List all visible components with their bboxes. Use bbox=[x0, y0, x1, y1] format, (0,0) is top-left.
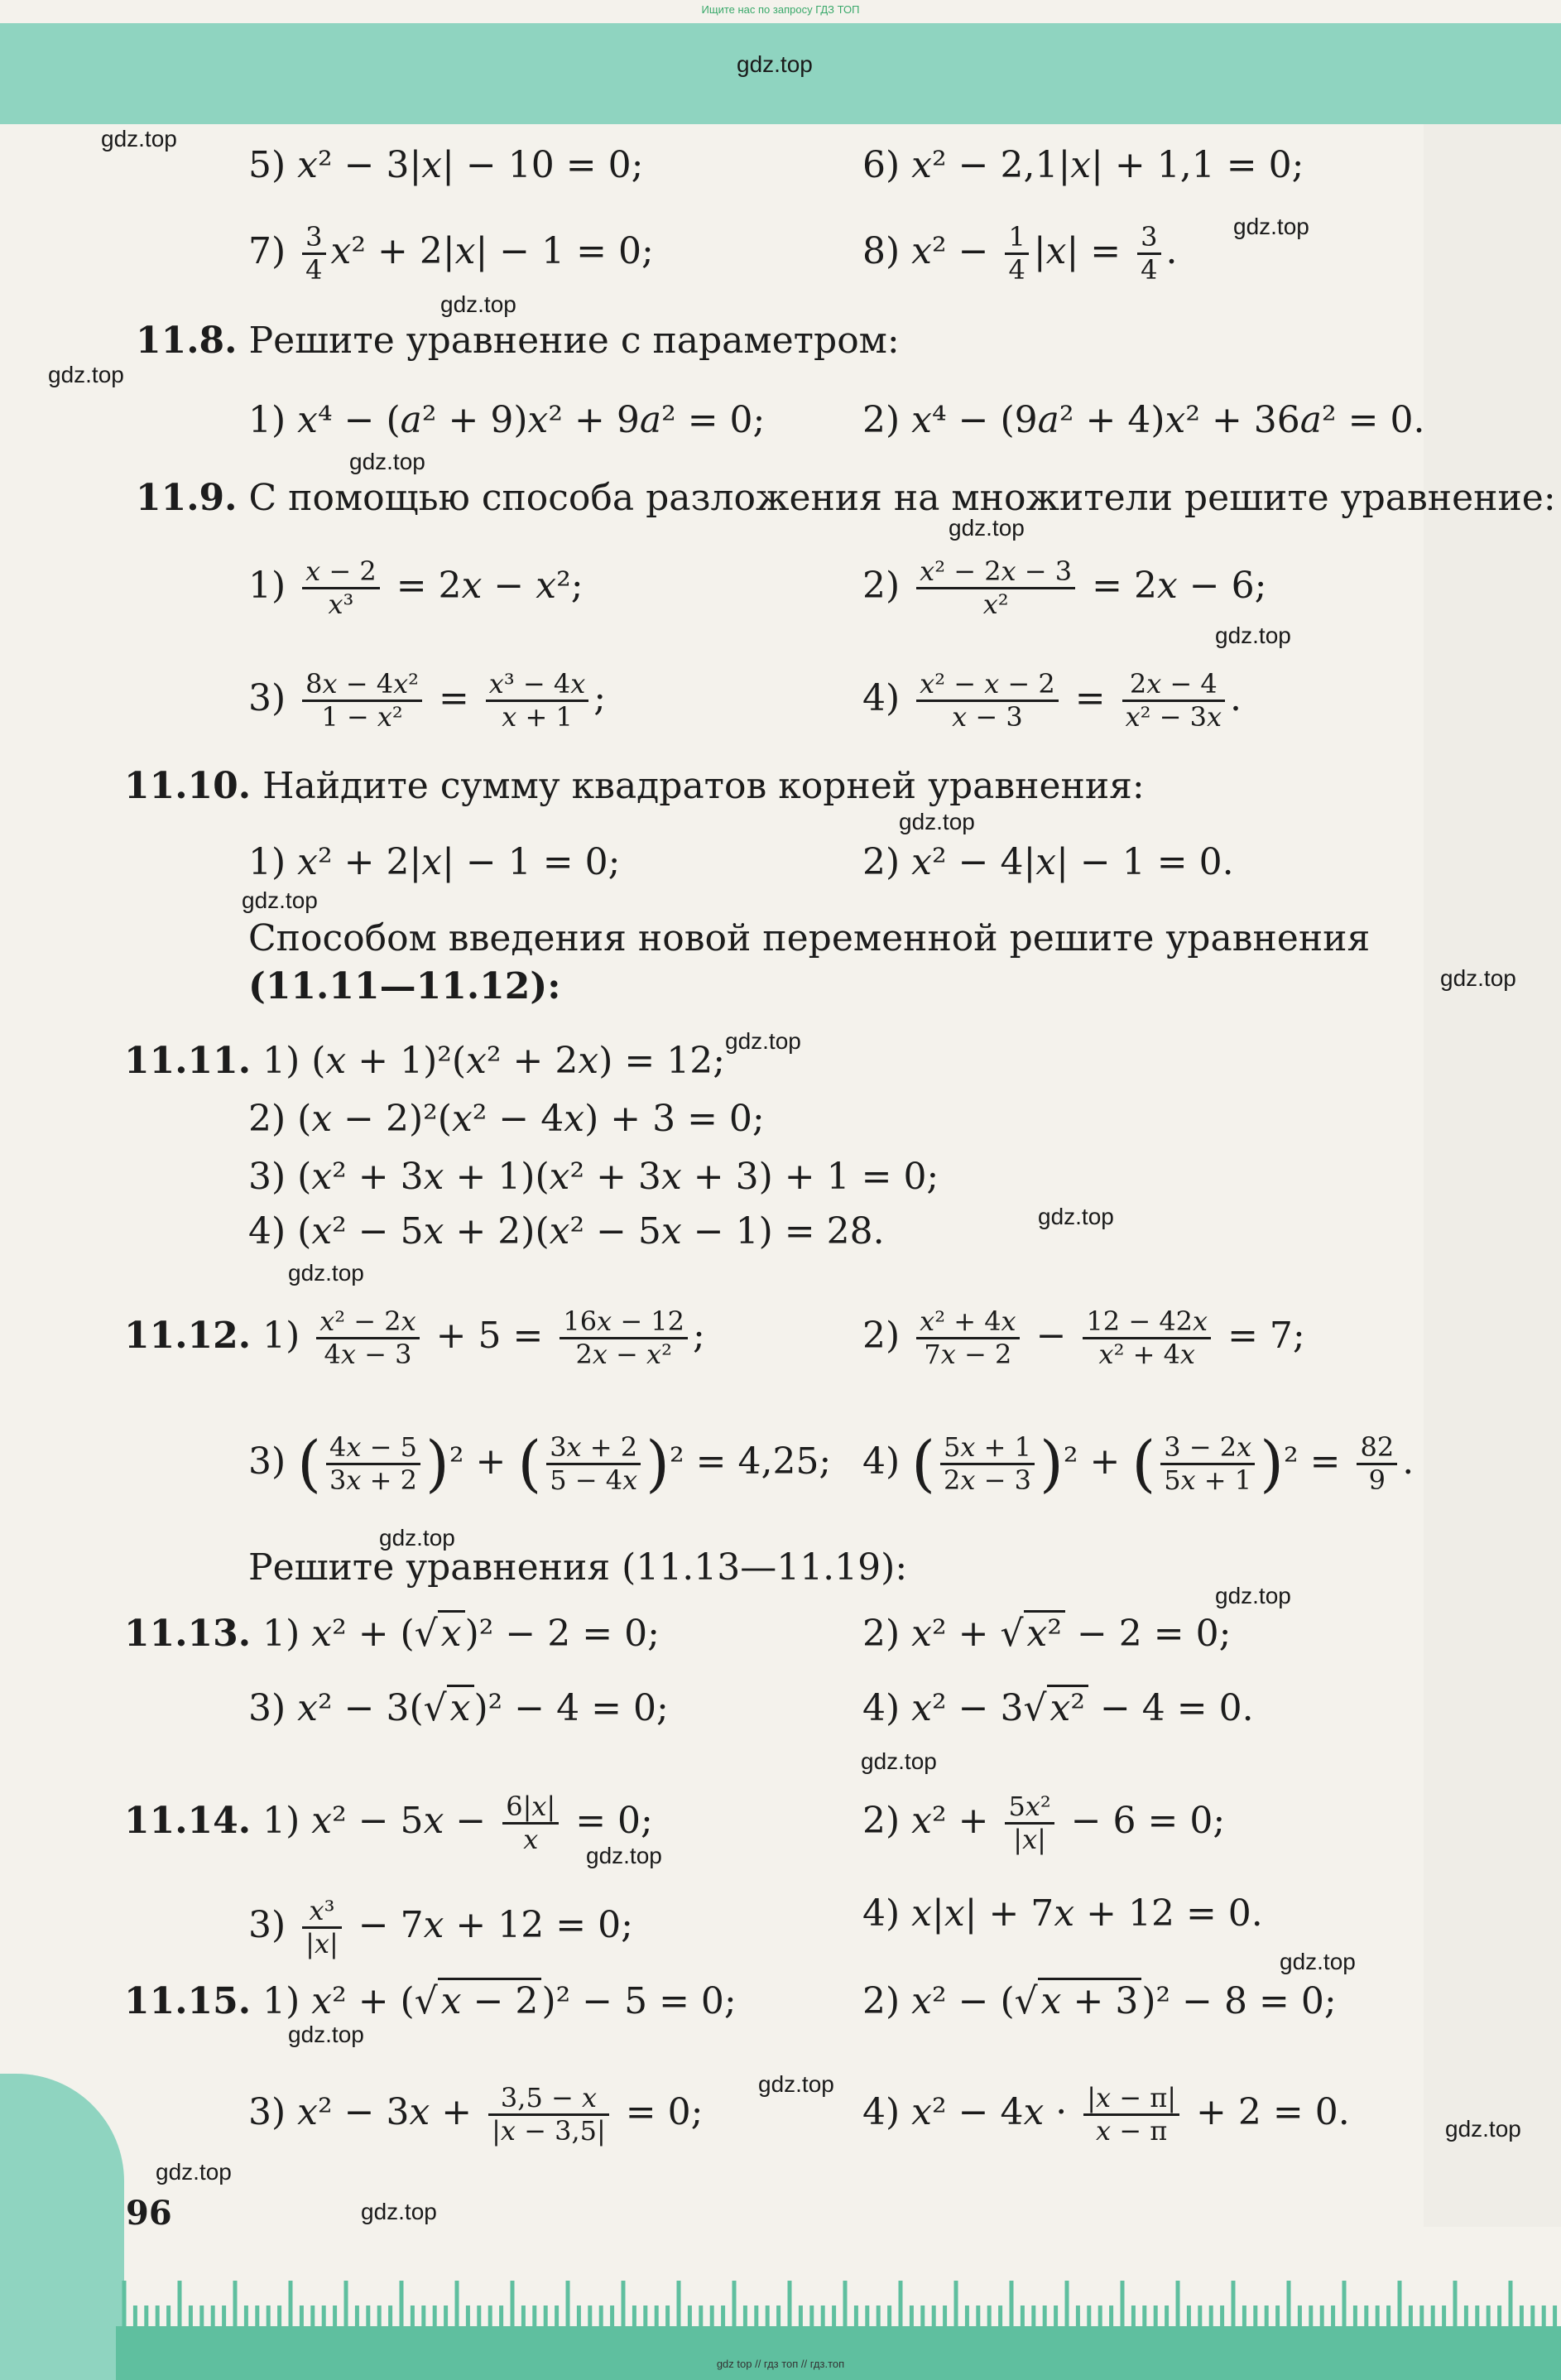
task-text: С помощью способа разложения на множители решите уравнение: bbox=[248, 477, 1556, 519]
section-intro-range: (11.11—11.12): bbox=[248, 965, 561, 1007]
eq-11-15-4: 4) x² − 4x · $\frac{|x - \pi|}{x - \pi}$ + 2 = 0. bbox=[862, 2082, 1350, 2147]
watermark: gdz.top bbox=[1445, 2116, 1521, 2142]
task-11-14: 11.14. 1) x² − 5x − $\frac{6|x|}{x}$ = 0; bbox=[124, 1791, 653, 1855]
bleed-through-shadow bbox=[1424, 124, 1561, 2227]
watermark: gdz.top bbox=[1215, 1583, 1291, 1608]
eq-11-12-3: 3) ( $\frac{4x - 5}{3x + 2}$ )² + ( $\frac{3x + 2}{5 - 4x}$ )² = 4,25; bbox=[248, 1428, 832, 1500]
bottom-link[interactable]: gdz top // гдз топ // гдз.топ bbox=[716, 2358, 845, 2370]
eq-11-13-2: 2) x² + √x² − 2 = 0; bbox=[862, 1616, 1231, 1652]
eq-11-13-4: 4) x² − 3√x² − 4 = 0. bbox=[862, 1690, 1254, 1727]
task-number: 11.9. bbox=[136, 477, 238, 519]
watermark: gdz.top bbox=[737, 51, 813, 77]
eq-11-14-2: 2) x² + $\frac{\text{5x²}}{|x|}$ − 6 = 0; bbox=[862, 1791, 1226, 1855]
watermark: gdz.top bbox=[1215, 623, 1291, 648]
watermark: gdz.top bbox=[440, 291, 516, 317]
eq-11-14-4: 4) x|x| + 7x + 12 = 0. bbox=[862, 1892, 1263, 1935]
watermark: gdz.top bbox=[861, 1748, 937, 1774]
task-text: Решите уравнение с параметром: bbox=[248, 320, 900, 362]
eq-6: 6) x² − 2,1|x| + 1,1 = 0; bbox=[862, 144, 1304, 186]
task-number: 11.10. bbox=[124, 765, 252, 807]
section-intro-2: Решите уравнения (11.13—11.19): bbox=[248, 1546, 908, 1589]
watermark: gdz.top bbox=[101, 126, 177, 151]
watermark: gdz.top bbox=[288, 1260, 364, 1286]
task-11-8 bbox=[136, 320, 900, 362]
eq-11-8-2: 2) x⁴ − (9a² + 4)x² + 36a² = 0. bbox=[862, 399, 1425, 441]
eq-11-12-4: 4) ( $\frac{5x + 1}{2x - 3}$ )² + ( $\frac{3 - 2x}{5x + 1}$ )² = $\frac{82}{9}$ . bbox=[862, 1428, 1415, 1500]
watermark: gdz.top bbox=[156, 2159, 232, 2185]
eq-5: 5) x² − 3|x| − 10 = 0; bbox=[248, 144, 644, 186]
watermark: gdz.top bbox=[242, 887, 318, 913]
task-number: 11.13. bbox=[124, 1613, 252, 1655]
eq-7: 7) $\frac{3}{4}$ x² + 2|x| − 1 = 0; bbox=[248, 221, 654, 286]
eq-11-15-2: 2) x² − (√x + 3)² − 8 = 0; bbox=[862, 1983, 1337, 2020]
top-search-link[interactable]: Ищите нас по запросу ГДЗ ТОП bbox=[701, 3, 860, 16]
eq-11-14-3: 3) $\frac{\text{x³}}{|x|}$ − 7x + 12 = 0; bbox=[248, 1895, 633, 1959]
task-11-10 bbox=[124, 765, 1145, 807]
eq-11-10-1: 1) x² + 2|x| − 1 = 0; bbox=[248, 841, 621, 883]
task-number: 11.15. bbox=[124, 1980, 252, 2022]
task-11-9 bbox=[136, 477, 1556, 519]
watermark: gdz.top bbox=[1233, 214, 1309, 239]
watermark: gdz.top bbox=[899, 809, 975, 834]
task-number: 11.11. bbox=[124, 1040, 252, 1082]
task-text: Найдите сумму квадратов корней уравнения: bbox=[262, 765, 1145, 807]
task-11-11: 11.11. 1) (x + 1)²(x² + 2x) = 12; bbox=[124, 1040, 726, 1082]
task-11-15: 11.15. 1) x² + (√x − 2)² − 5 = 0; bbox=[124, 1983, 737, 2020]
watermark: gdz.top bbox=[758, 2071, 834, 2097]
task-11-12: 11.12. 1) $\frac{\text{x² − 2x}}{4x - 3}$ + 5 = $\frac{16x - 12}{\text{2x − x²}}$ ; bbox=[124, 1305, 705, 1370]
watermark: gdz.top bbox=[725, 1028, 801, 1054]
page-number: 96 bbox=[126, 2194, 172, 2233]
eq-11-9-2: 2) $\frac{\text{x² − 2x − 3}}{\text{x²}}$ = 2x − 6; bbox=[862, 555, 1267, 620]
eq-11-11-3: 3) (x² + 3x + 1)(x² + 3x + 3) + 1 = 0; bbox=[248, 1156, 939, 1198]
eq-11-11-4: 4) (x² − 5x + 2)(x² − 5x − 1) = 28. bbox=[248, 1210, 885, 1253]
task-11-13: 11.13. 1) x² + (√x)² − 2 = 0; bbox=[124, 1616, 660, 1652]
watermark: gdz.top bbox=[349, 449, 425, 474]
watermark: gdz.top bbox=[361, 2199, 437, 2224]
eq-11-9-1: 1) $\frac{x - 2}{\text{x³}}$ = 2x − x²; bbox=[248, 555, 584, 620]
watermark: gdz.top bbox=[586, 1843, 662, 1868]
section-intro: Способом введения новой переменной решите уравнения bbox=[248, 917, 1371, 959]
eq-11-10-2: 2) x² − 4|x| − 1 = 0. bbox=[862, 841, 1234, 883]
watermark: gdz.top bbox=[48, 362, 124, 387]
eq-11-13-3: 3) x² − 3(√x)² − 4 = 0; bbox=[248, 1690, 669, 1727]
eq-11-8-1: 1) x⁴ − (a² + 9)x² + 9a² = 0; bbox=[248, 399, 766, 441]
watermark: gdz.top bbox=[1280, 1949, 1356, 1974]
eq-11-9-3: 3) $\frac{\text{8x − 4x²}}{\text{1 − x²}}$ = $\frac{\text{x³ − 4x}}{x + 1}$ ; bbox=[248, 668, 607, 733]
watermark: gdz.top bbox=[949, 515, 1025, 541]
eq-8: 8) x² − $\frac{1}{4}$ |x| = $\frac{3}{4}$ . bbox=[862, 221, 1178, 286]
corner-decoration bbox=[0, 2074, 124, 2380]
eq-11-12-2: 2) $\frac{\text{x² + 4x}}{7x - 2}$ − $\frac{12 - 42x}{\text{x² + 4x}}$ = 7; bbox=[862, 1305, 1305, 1370]
eq-11-11-2: 2) (x − 2)²(x² − 4x) + 3 = 0; bbox=[248, 1098, 765, 1140]
eq-11-9-4: 4) $\frac{\text{x² − x − 2}}{x - 3}$ = $\frac{2x - 4}{\text{x² − 3x}}$ . bbox=[862, 668, 1242, 733]
watermark: gdz.top bbox=[1440, 965, 1516, 991]
task-number: 11.8. bbox=[136, 320, 238, 362]
watermark: gdz.top bbox=[379, 1525, 455, 1551]
watermark: gdz.top bbox=[288, 2022, 364, 2047]
eq-11-15-3: 3) x² − 3x + $\frac{3,5 - x}{|x - 3,5|}$ = 0; bbox=[248, 2082, 704, 2147]
task-number: 11.12. bbox=[124, 1314, 252, 1357]
watermark: gdz.top bbox=[1038, 1204, 1114, 1229]
task-number: 11.14. bbox=[124, 1799, 252, 1842]
